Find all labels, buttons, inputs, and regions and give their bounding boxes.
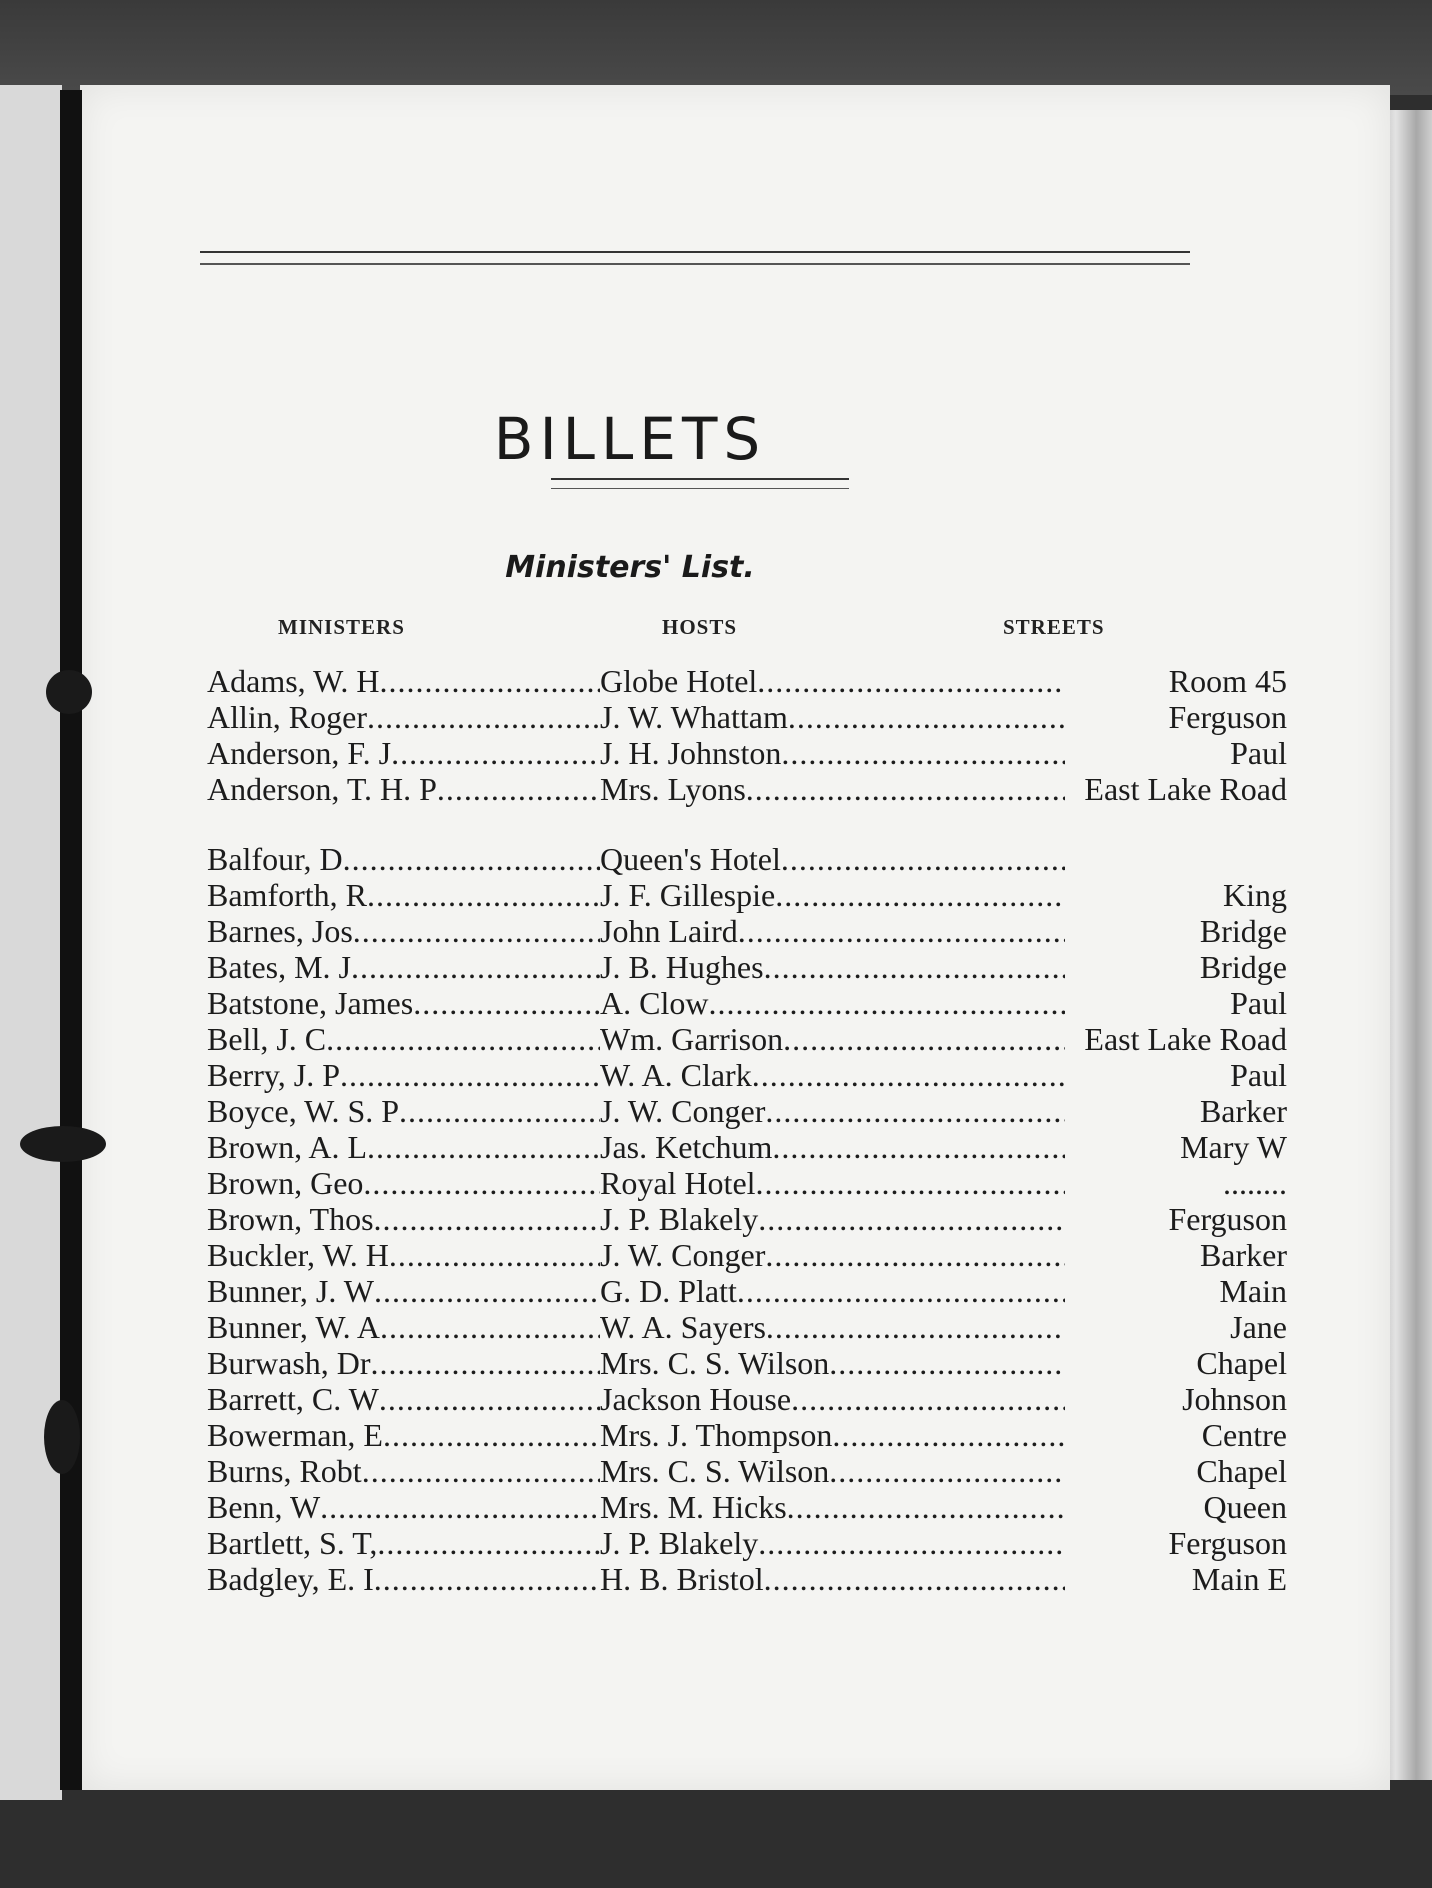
host-cell (600, 699, 1065, 735)
host-cell (600, 771, 1065, 807)
host-cell (600, 1561, 1065, 1597)
minister-cell (207, 1237, 600, 1273)
minister-cell (207, 1057, 600, 1093)
street-name: East Lake Road (1084, 1021, 1287, 1057)
host-name: Mrs. Lyons (600, 771, 746, 807)
minister-cell (207, 663, 600, 699)
dot-leader (787, 1489, 1065, 1525)
billet-entry (207, 1309, 1287, 1345)
host-name: John Laird (600, 913, 738, 949)
dot-leader (737, 1273, 1065, 1309)
billet-entry (207, 1273, 1287, 1309)
dot-leader (746, 771, 1065, 807)
billet-entry (207, 1525, 1287, 1561)
dot-leader (343, 841, 600, 877)
host-name: J. P. Blakely (600, 1201, 759, 1237)
host-cell (600, 1093, 1065, 1129)
minister-cell (207, 1021, 600, 1057)
dot-leader (351, 949, 600, 985)
dot-leader (832, 1417, 1065, 1453)
billet-entry (207, 1021, 1287, 1057)
dot-leader (757, 663, 1065, 699)
street-name: King (1223, 877, 1287, 913)
minister-name: Bartlett, S. T, (207, 1525, 378, 1561)
list-subtitle: Ministers' List. (505, 550, 755, 585)
dot-leader (752, 1057, 1065, 1093)
host-cell (600, 1237, 1065, 1273)
host-name: J. H. Johnston (600, 735, 782, 771)
minister-name: Burns, Robt (207, 1453, 362, 1489)
minister-cell (207, 1453, 600, 1489)
street-name: Bridge (1199, 913, 1287, 949)
minister-name: Buckler, W. H (207, 1237, 389, 1273)
dot-leader (738, 913, 1065, 949)
minister-cell (207, 1309, 600, 1345)
dot-leader (391, 735, 600, 771)
minister-name: Boyce, W. S. P (207, 1093, 400, 1129)
binding-stitch (46, 670, 92, 714)
billet-entry (207, 985, 1287, 1021)
billet-entry (207, 1345, 1287, 1381)
billet-entry (207, 949, 1287, 985)
host-cell (600, 985, 1065, 1021)
billet-entry (207, 1057, 1287, 1093)
billet-list (207, 663, 1287, 1597)
dot-leader (772, 1129, 1065, 1165)
minister-cell (207, 1381, 600, 1417)
host-name: J. W. Conger (600, 1093, 766, 1129)
minister-name: Bates, M. J (207, 949, 351, 985)
host-cell (600, 913, 1065, 949)
minister-name: Adams, W. H (207, 663, 380, 699)
column-header-ministers: MINISTERS (278, 615, 405, 639)
dot-leader (765, 1237, 1065, 1273)
dot-leader (764, 949, 1065, 985)
minister-name: Bunner, J. W (207, 1273, 374, 1309)
dot-leader (783, 1021, 1065, 1057)
dot-leader (374, 1561, 600, 1597)
billet-entry (207, 1381, 1287, 1417)
host-cell (600, 1165, 1065, 1201)
dot-leader (399, 1093, 600, 1129)
minister-name: Badgley, E. I (207, 1561, 374, 1597)
minister-name: Allin, Roger (207, 699, 367, 735)
title-underline (551, 478, 849, 489)
host-name: G. D. Platt (600, 1273, 737, 1309)
billet-entry (207, 1129, 1287, 1165)
billet-entry (207, 663, 1287, 699)
host-cell (600, 1525, 1065, 1561)
dot-leader (775, 877, 1065, 913)
host-cell (600, 1057, 1065, 1093)
host-name: J. W. Whattam (600, 699, 788, 735)
street-name: Chapel (1196, 1345, 1287, 1381)
minister-cell (207, 771, 600, 807)
host-name: J. F. Gillespie (600, 877, 776, 913)
host-name: Queen's Hotel (600, 841, 781, 877)
host-name: Globe Hotel (600, 663, 758, 699)
dot-leader (379, 1381, 600, 1417)
minister-cell (207, 1525, 600, 1561)
billet-entry (207, 841, 1287, 877)
host-name: J. B. Hughes (600, 949, 764, 985)
minister-name: Berry, J. P (207, 1057, 341, 1093)
street-name: Paul (1230, 1057, 1287, 1093)
host-name: W. A. Clark (600, 1057, 752, 1093)
host-name: J. P. Blakely (600, 1525, 759, 1561)
host-cell (600, 1273, 1065, 1309)
dot-leader (353, 913, 600, 949)
dot-leader (437, 771, 600, 807)
dot-leader (377, 1525, 600, 1561)
dot-leader (765, 1093, 1065, 1129)
binding-stitch (44, 1400, 80, 1474)
billet-entry (207, 1201, 1287, 1237)
dot-leader (764, 1561, 1065, 1597)
minister-cell (207, 1561, 600, 1597)
minister-cell (207, 1129, 600, 1165)
host-name: Mrs. M. Hicks (600, 1489, 787, 1525)
minister-name: Benn, W (207, 1489, 321, 1525)
minister-name: Balfour, D (207, 841, 343, 877)
host-name: H. B. Bristol (600, 1561, 764, 1597)
minister-cell (207, 699, 600, 735)
host-cell (600, 877, 1065, 913)
minister-name: Anderson, T. H. P (207, 771, 437, 807)
billet-entry (207, 1417, 1287, 1453)
street-name: Jane (1230, 1309, 1287, 1345)
book-page (80, 85, 1390, 1790)
minister-cell (207, 1273, 600, 1309)
billet-entry (207, 1093, 1287, 1129)
street-name: Paul (1230, 735, 1287, 771)
host-cell (600, 1309, 1065, 1345)
dot-leader (758, 1201, 1065, 1237)
dot-leader (362, 1453, 600, 1489)
street-name: Barker (1199, 1093, 1287, 1129)
street-name: Johnson (1182, 1381, 1287, 1417)
dot-leader (389, 1237, 600, 1273)
minister-name: Brown, Geo (207, 1165, 364, 1201)
dot-leader (371, 1345, 600, 1381)
billet-entry (207, 735, 1287, 771)
billet-entry (207, 699, 1287, 735)
minister-name: Batstone, James (207, 985, 414, 1021)
street-name: Main E (1191, 1561, 1287, 1597)
host-name: A. Clow (600, 985, 709, 1021)
billet-entry (207, 877, 1287, 913)
minister-cell (207, 1093, 600, 1129)
street-name: ........ (1223, 1165, 1287, 1201)
dot-leader (374, 1201, 600, 1237)
minister-name: Bunner, W. A (207, 1309, 380, 1345)
street-name: Barker (1199, 1237, 1287, 1273)
host-cell (600, 841, 1065, 877)
scan-backdrop (0, 0, 1432, 95)
binding-stitch (20, 1126, 106, 1162)
minister-cell (207, 1165, 600, 1201)
dot-leader (379, 663, 600, 699)
dot-leader (788, 699, 1065, 735)
billet-entry (207, 1489, 1287, 1525)
billet-entry (207, 771, 1287, 807)
minister-name: Bamforth, R (207, 877, 367, 913)
billet-entry (207, 1453, 1287, 1489)
street-name: Main (1219, 1273, 1287, 1309)
host-cell (600, 1201, 1065, 1237)
host-name: Mrs. J. Thompson (600, 1417, 833, 1453)
minister-cell (207, 735, 600, 771)
dot-leader (340, 1057, 600, 1093)
dot-leader (791, 1381, 1065, 1417)
minister-cell (207, 985, 600, 1021)
street-name: Ferguson (1168, 1525, 1287, 1561)
minister-name: Bell, J. C (207, 1021, 327, 1057)
street-name: Centre (1201, 1417, 1287, 1453)
host-cell (600, 1417, 1065, 1453)
street-name: Queen (1203, 1489, 1287, 1525)
host-cell (600, 735, 1065, 771)
dot-leader (367, 877, 600, 913)
dot-leader (413, 985, 600, 1021)
billet-entry (207, 1561, 1287, 1597)
street-name: Mary W (1180, 1129, 1287, 1165)
dot-leader (708, 985, 1065, 1021)
dot-leader (829, 1345, 1065, 1381)
page-title: BILLETS (493, 405, 767, 473)
dot-leader (326, 1021, 600, 1057)
host-name: Mrs. C. S. Wilson (600, 1345, 830, 1381)
host-name: Wm. Garrison (600, 1021, 784, 1057)
host-name: Jackson House (600, 1381, 792, 1417)
host-cell (600, 1345, 1065, 1381)
minister-cell (207, 841, 600, 877)
dot-leader (758, 1525, 1065, 1561)
street-name: Ferguson (1168, 699, 1287, 735)
minister-name: Brown, Thos (207, 1201, 374, 1237)
host-name: Jas. Ketchum (600, 1129, 773, 1165)
facing-page-edge (0, 85, 62, 1800)
host-name: W. A. Sayers (600, 1309, 766, 1345)
binding-spine (60, 90, 82, 1790)
minister-cell (207, 1417, 600, 1453)
dot-leader (367, 699, 600, 735)
minister-cell (207, 877, 600, 913)
minister-cell (207, 913, 600, 949)
top-double-rule (200, 251, 1190, 265)
minister-name: Bowerman, E (207, 1417, 383, 1453)
dot-leader (374, 1273, 600, 1309)
host-cell (600, 1489, 1065, 1525)
minister-cell (207, 1345, 600, 1381)
host-cell (600, 1129, 1065, 1165)
dot-leader (829, 1453, 1065, 1489)
column-header-streets: STREETS (1003, 615, 1105, 639)
street-name: Paul (1230, 985, 1287, 1021)
minister-cell (207, 949, 600, 985)
dot-leader (766, 1309, 1065, 1345)
dot-leader (781, 735, 1065, 771)
billet-entry (207, 913, 1287, 949)
dot-leader (383, 1417, 600, 1453)
minister-name: Anderson, F. J (207, 735, 392, 771)
street-name: Ferguson (1168, 1201, 1287, 1237)
dot-leader (781, 841, 1065, 877)
host-name: Mrs. C. S. Wilson (600, 1453, 830, 1489)
host-name: Royal Hotel (600, 1165, 756, 1201)
minister-cell (207, 1489, 600, 1525)
billet-entry (207, 1165, 1287, 1201)
host-cell (600, 663, 1065, 699)
host-cell (600, 1381, 1065, 1417)
dot-leader (367, 1129, 600, 1165)
host-cell (600, 1021, 1065, 1057)
street-name: Room 45 (1168, 663, 1287, 699)
billet-entry (207, 1237, 1287, 1273)
minister-name: Brown, A. L (207, 1129, 367, 1165)
dot-leader (380, 1309, 600, 1345)
host-name: J. W. Conger (600, 1237, 766, 1273)
street-name: Chapel (1196, 1453, 1287, 1489)
dot-leader (363, 1165, 600, 1201)
minister-name: Barrett, C. W (207, 1381, 379, 1417)
street-name: Bridge (1199, 949, 1287, 985)
dot-leader (756, 1165, 1065, 1201)
minister-name: Barnes, Jos (207, 913, 353, 949)
host-cell (600, 1453, 1065, 1489)
minister-name: Burwash, Dr (207, 1345, 371, 1381)
street-name: East Lake Road (1084, 771, 1287, 807)
minister-cell (207, 1201, 600, 1237)
host-cell (600, 949, 1065, 985)
dot-leader (320, 1489, 600, 1525)
column-header-hosts: HOSTS (662, 615, 738, 639)
